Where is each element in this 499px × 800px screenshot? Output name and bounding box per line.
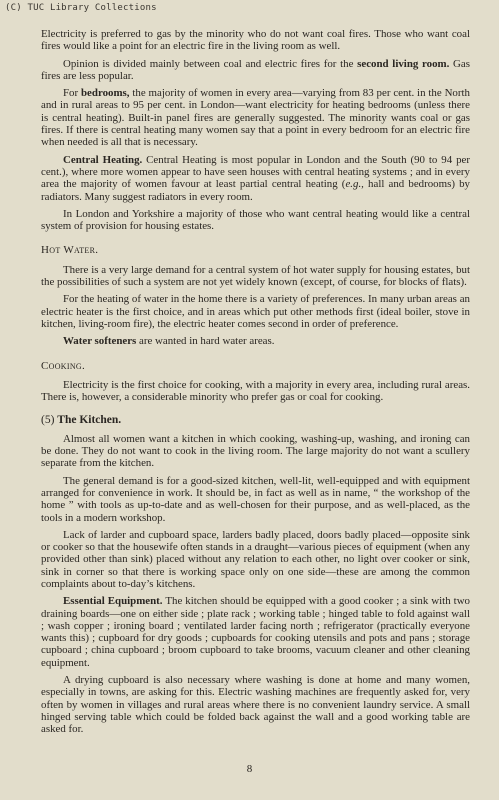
italic-eg: e.g.,: [345, 178, 364, 191]
paragraph-cooking: Electricity is the first choice for cooking, with a majority in every area, including rural areas. There is, however, a considerable minority who prefer gas or coal for cooking.: [41, 378, 470, 404]
paragraph-london-yorkshire: In London and Yorkshire a majority of those who want central heating would like a central system of provision for housing estates.: [41, 207, 470, 233]
paragraph-water-softeners: [41, 335, 470, 347]
watermark: (C) TUC Library Collections: [5, 3, 157, 13]
text-run: the majority of women in every area—varying from 83 per cent. in the North and in rural areas to 95 per cent. in London—want electricity for heating bedrooms (unless there is central heating). Built-in panel fires are generally suggested. The minority wants coal or gas fires. If there is central heating many women say that a point in every bedroom for an electric fire when needed is all that is necessary.: [41, 87, 470, 149]
text-run: Opinion is divided mainly between coal and electric fires for the: [63, 57, 358, 70]
paragraph-drying-cupboard: A drying cupboard is also necessary where washing is done at home and many women, especially in towns, are asking for this. Electric washing machines are frequently asked for, very often by women in villages and rural areas where there is no convenient laundry service. A small hinged serving table which could be folded back against the wall and a good working table are asked for.: [41, 674, 470, 736]
page-number: 8: [246, 763, 253, 775]
paragraph-second-living-room: [41, 58, 470, 83]
paragraph-kitchen-uses: Almost all women want a kitchen in which cooking, washing-up, washing, and ironing can be done. They do not want to cook in the living room. The large majority do not want a scullery separate from the kitchen.: [41, 432, 470, 470]
text-run: For: [63, 87, 81, 100]
paragraph-hot-water-central: There is a very large demand for a central system of hot water supply for housing estates, but the possibilities of such a system are not yet widely known (except, of course, for blocks of flats).: [41, 263, 470, 289]
paragraph-hot-water-preferences: For the heating of water in the home there is a variety of preferences. In many urban areas an electric heater is the first choice, and in areas which put other methods first (ideal boiler, stove in kitchen, living-room fire), the electric heater comes second in order of preference.: [41, 293, 470, 330]
paragraph-central-heating: [41, 154, 470, 203]
heading-hot-water: Hot Water.: [41, 244, 99, 257]
bold-term-bedrooms: bedrooms,: [81, 87, 130, 100]
text-run: hall and bedrooms) by radiators. Many suggest radiators in every room.: [41, 178, 470, 203]
paragraph-essential-equipment: [41, 595, 470, 669]
heading-cooking: Cooking.: [41, 359, 86, 372]
paragraph-kitchen-complaints: Lack of larder and cupboard space, larders badly placed, doors badly placed—opposite sink or cooker so that the housewife often stands in a draught—various pieces of equipment (when any provided other than sink) placed without any relation to each other, no light over cooker or sink, sink in corner so that there is working space only on one side—these are among the common complaints about to-day’s kitchens.: [41, 528, 470, 590]
bold-term-second-living-room: second living room.: [357, 57, 450, 70]
text-run: Gas fires are less popular.: [41, 57, 470, 82]
paragraph-kitchen-demand: The general demand is for a good-sized kitchen, well-lit, well-equipped and with equipment arranged for convenience in work. It should be, in fact as well as in name, “ the workshop of the home ” with tools as up-to-date and as well-chosen for their purpose, and as well-placed, as the tools in a modern workshop.: [41, 474, 470, 524]
bold-term-water-softeners: Water softeners: [63, 335, 137, 348]
section-heading-kitchen: [41, 414, 470, 426]
bold-term-central-heating: Central Heating.: [63, 153, 143, 166]
section-number: (5): [41, 414, 58, 427]
text-run: Central Heating is most popular in London and the South (90 to 94 per cent.), where more women appear to have seen houses with central heating systems ; and in every area the majority of women favour at least partial central heating (: [41, 153, 470, 191]
text-run: The kitchen should be equipped with a good cooker ; a sink with two draining boards—one on either side ; plate rack ; working table ; hinged table to fold against wall ; wash copper ; ironing board ; ventilated larder facing north ; refrigerator (practically everyone wants this) ; cupboard for dry goods ; cupboards for cooking utensils and pots and pans ; storage cupboard ; china cupboard ; broom cupboard to take brooms, vacuum cleaner and other cleaning equipment.: [41, 595, 470, 669]
text-run: are wanted in hard water areas.: [136, 335, 275, 348]
paragraph-gas-preference: Electricity is preferred to gas by the minority who do not want coal fires. Those who want coal fires would like a point for an electric fire in the living room as well.: [41, 28, 470, 53]
bold-term-essential-equipment: Essential Equipment.: [63, 595, 163, 608]
document-body: [41, 28, 470, 741]
paragraph-bedrooms: [41, 87, 470, 148]
section-title: The Kitchen.: [57, 414, 122, 427]
